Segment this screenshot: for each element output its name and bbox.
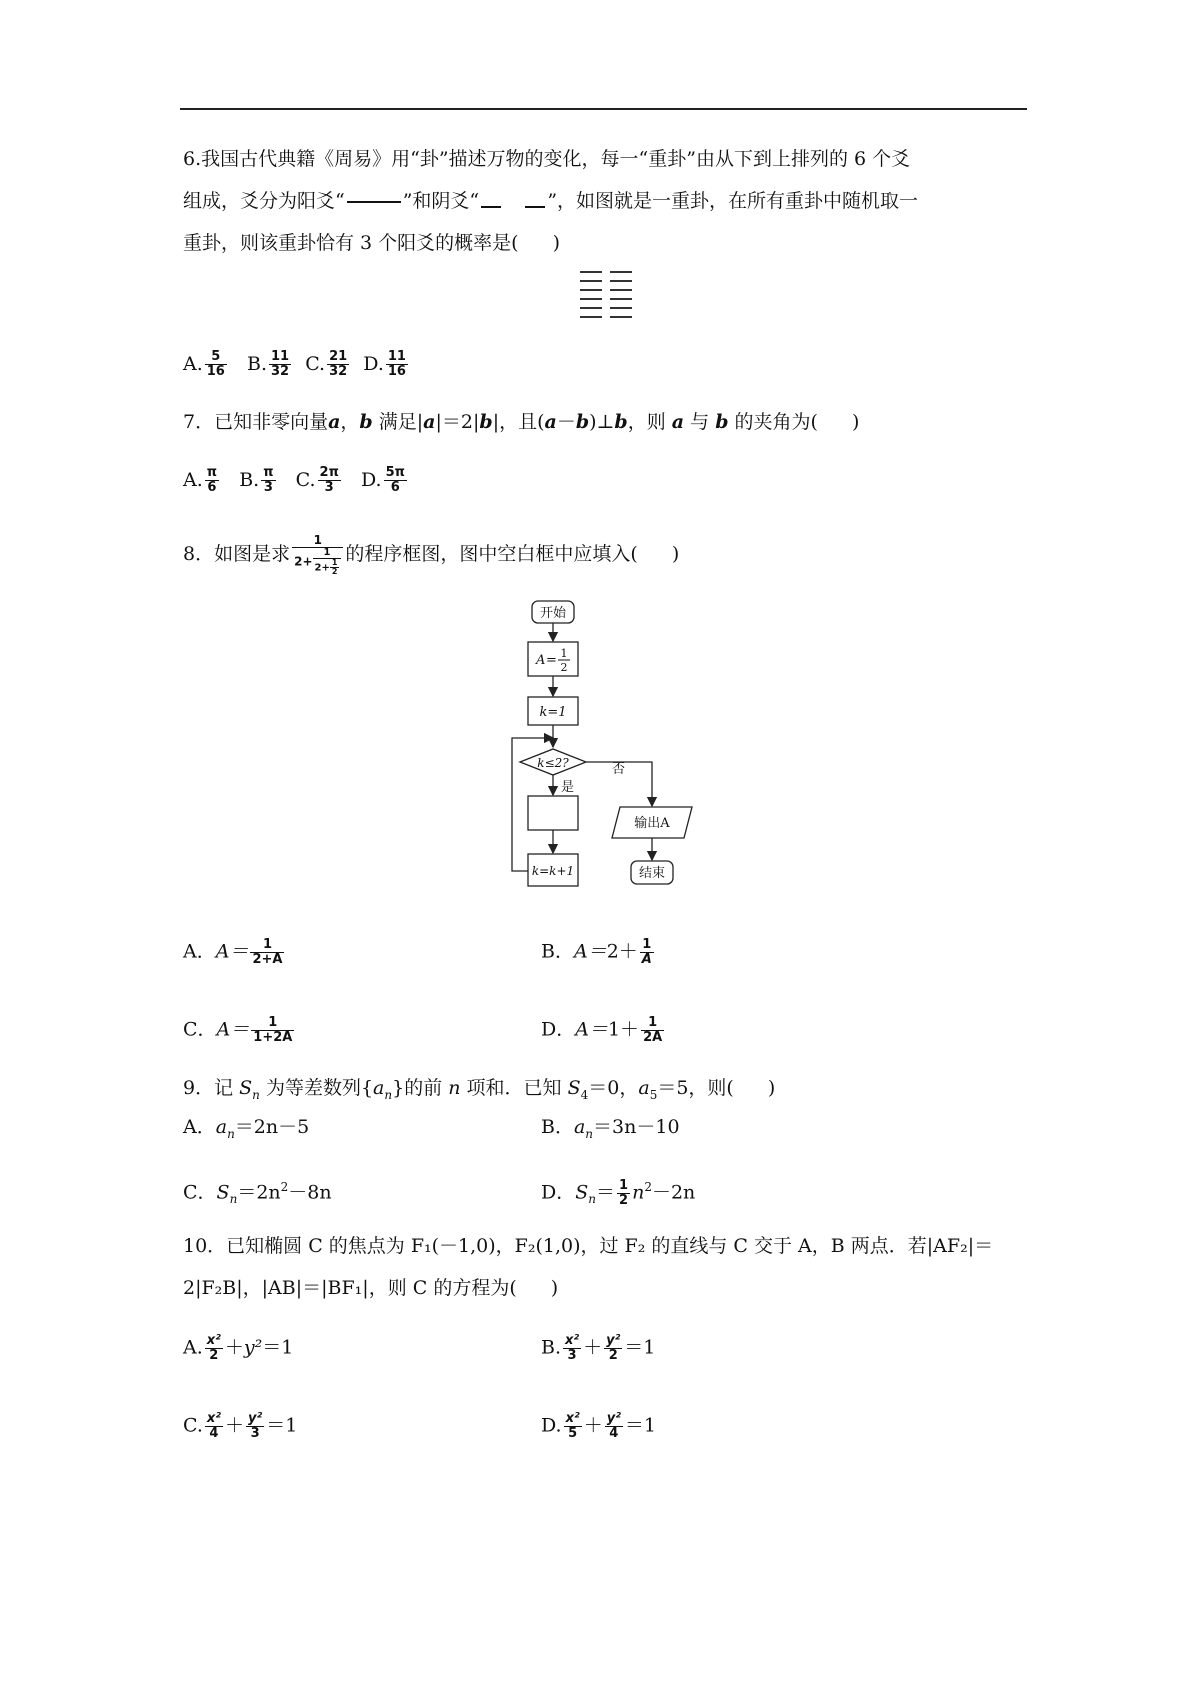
q6-option-d[interactable]: D. $\frac{11}{16}$ — [363, 349, 406, 379]
q9-option-a[interactable]: A．$a_n=2n-5$ — [183, 1116, 310, 1141]
q7-option-a[interactable]: A. $\frac{\pi}{6}$ — [183, 465, 218, 495]
q8-option-a[interactable]: A．A＝ $\frac{1}{2+A}$ — [183, 937, 283, 967]
q7-stem: 7．已知非零向量a，b 满足|a|＝2|b|，且(a－b)⊥b，则 a 与 b 的夹角为( ) — [183, 411, 860, 433]
q6-option-c[interactable]: C. $\frac{21}{32}$ — [305, 349, 348, 379]
flow-start-label: 开始 — [539, 606, 567, 621]
q9-option-b[interactable]: B．$a_n=3n-10$ — [541, 1116, 680, 1141]
q10-line-2: 2|F₂B|，|AB|＝|BF₁|，则 C 的方程为( ) — [183, 1277, 559, 1299]
q6-line-3: 重卦，则该重卦恰有 3 个阳爻的概率是( ) — [183, 232, 561, 254]
continued-fraction: 1 2+ 1 2+ $\frac{1}{2}$ — [292, 534, 343, 576]
q9-option-c[interactable]: C．$S_n=2n^2-8n$ — [183, 1180, 332, 1207]
q6-line-2: 组成，爻分为阳爻“ ”和阴爻“ ”，如图就是一重卦，在所有重卦中随机取一 — [183, 188, 918, 215]
q6-line-1: 6.我国古代典籍《周易》用“卦”描述万物的变化，每一“重卦”由从下到上排列的 6 个爻 — [183, 148, 911, 170]
q6-option-a[interactable]: A. $\frac{5}{16}$ — [183, 349, 225, 379]
yin-line-symbol — [481, 189, 545, 215]
flow-blank-box[interactable] — [528, 796, 578, 830]
q6-options — [183, 350, 410, 379]
q7-options — [183, 466, 409, 495]
q10-option-b[interactable]: B. $\frac{\text{x²}}{3}$ ＋ $\frac{\text{y²}}{2}$ ＝1 — [541, 1333, 656, 1363]
flow-init-den: 2 — [560, 661, 568, 674]
q6-option-b[interactable]: B. $\frac{11}{32}$ — [246, 349, 290, 379]
q9-stem: 9．记 $S_n$ 为等差数列$\{a_n\}$的前 n 项和．已知 $S_4=0$，$a_5=5$，则( ) — [183, 1077, 776, 1102]
flow-k-init-label: k=1 — [539, 705, 567, 720]
hexagram-figure — [578, 268, 634, 320]
q10-line-1: 10．已知椭圆 C 的焦点为 F₁(－1,0)，F₂(1,0)，过 F₂ 的直线与 C 交于 A，B 两点．若|AF₂|＝ — [183, 1235, 994, 1257]
q8-option-d[interactable]: D．A＝1＋ $\frac{1}{2A}$ — [541, 1015, 663, 1045]
flow-update-label: k=k+1 — [531, 864, 575, 878]
q9-option-d[interactable]: D．$S_n=$ $\frac{1}{2}$ $n^2-2n$ — [541, 1177, 696, 1208]
header-rule — [180, 108, 1027, 110]
flow-yes-label: 是 — [561, 780, 575, 795]
q8-stem: 8．如图是求 1 2+ 1 2+ $\frac{1}{2}$ 的程序框图，图中空白框中应填入( ) — [183, 533, 680, 576]
flow-init-num: 1 — [560, 647, 568, 660]
flow-end-label: 结束 — [638, 866, 666, 881]
flow-condition-label: k≤2? — [537, 756, 569, 770]
q7-option-b[interactable]: B. $\frac{\pi}{3}$ — [239, 465, 274, 495]
q7-option-d[interactable]: D. $\frac{5\pi}{6}$ — [361, 465, 405, 495]
q10-option-a[interactable]: A. $\frac{\text{x²}}{2}$ ＋y²＝1 — [183, 1333, 294, 1363]
q8-option-c[interactable]: C．A＝ $\frac{1}{1+2A}$ — [183, 1015, 293, 1045]
q10-option-d[interactable]: D. $\frac{\text{x²}}{5}$ ＋ $\frac{\text{y²}}{4}$ ＝1 — [541, 1411, 656, 1441]
flowchart — [500, 595, 710, 905]
q7-option-c[interactable]: C. $\frac{2\pi}{3}$ — [295, 465, 339, 495]
q8-option-b[interactable]: B．A＝2＋ $\frac{1}{A}$ — [541, 937, 652, 967]
flow-init-lhs: A — [536, 653, 546, 668]
flow-no-label: 否 — [612, 762, 626, 777]
flow-init-eq: = — [546, 653, 557, 668]
q10-option-c[interactable]: C. $\frac{\text{x²}}{4}$ ＋ $\frac{\text{y²}}{3}$ ＝1 — [183, 1411, 298, 1441]
flow-output-label: 输出A — [634, 816, 670, 831]
yang-line-symbol — [347, 201, 401, 203]
